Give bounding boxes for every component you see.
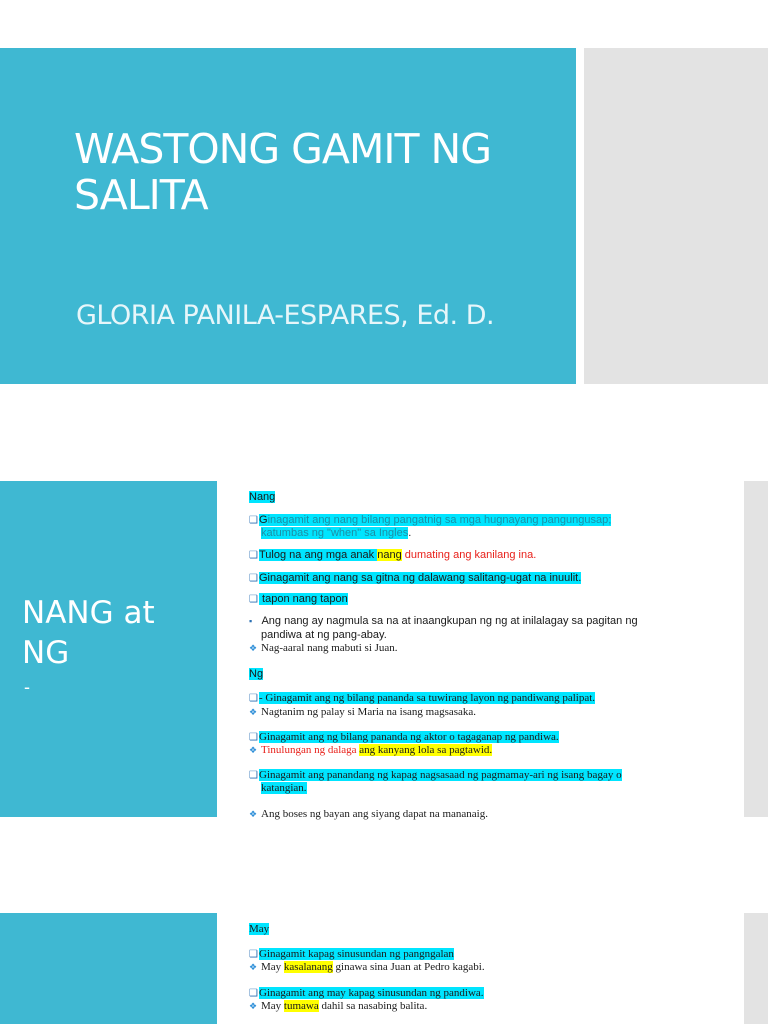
slide-title-dash: - — [24, 677, 30, 697]
list-item: ❑Ginagamit ang may kapag sinusundan ng pandiwa. — [249, 987, 484, 999]
list-item: ❑Ginagamit ang ng bilang pananda ng aktor o tagaganap ng pandiwa. — [249, 731, 559, 743]
diamond-bullet-icon: ❖ — [249, 962, 258, 972]
checkbox-bullet-icon: ❑ — [249, 770, 258, 781]
side-panel — [744, 913, 768, 1024]
ng-heading: Ng — [249, 668, 264, 680]
presentation-title: WASTONG GAMIT NG SALITA — [74, 125, 491, 219]
square-bullet-icon: ▪ — [249, 616, 253, 626]
checkbox-bullet-icon: ❑ — [249, 573, 258, 584]
slide-title: NANG at NG — [22, 595, 155, 671]
diamond-bullet-icon: ❖ — [249, 1001, 258, 1011]
list-item-continuation: pandiwa at ng pang-abay. — [261, 629, 387, 641]
checkbox-bullet-icon: ❑ — [249, 515, 258, 526]
slide-title-panel — [0, 913, 217, 1024]
side-panel — [744, 481, 768, 817]
list-item-continuation: katumbas ng "when" sa Ingles. — [261, 527, 412, 539]
list-item: ❑Ginagamit ang panandang ng kapag nagsasaad ng pagmamay-ari ng isang bagay o — [249, 769, 622, 781]
list-item: ❖ Ang boses ng bayan ang siyang dapat na mananaig. — [249, 808, 488, 820]
diamond-bullet-icon: ❖ — [249, 745, 258, 755]
diamond-bullet-icon: ❖ — [249, 809, 258, 819]
checkbox-bullet-icon: ❑ — [249, 988, 258, 999]
list-item: ❖ May kasalanang ginawa sina Juan at Pedro kagabi. — [249, 961, 485, 973]
list-item: ❖ Tinulungan ng dalaga ang kanyang lola sa pagtawid. — [249, 744, 493, 756]
list-item: ❖ Nagtanim ng palay si Maria na isang magsasaka. — [249, 706, 477, 718]
list-item: ❑Ginagamit ang nang bilang pangatnig sa mga hugnayang pangungusap; — [249, 514, 612, 526]
slide-title-panel — [0, 481, 217, 817]
slide-nang-at-ng — [0, 481, 768, 820]
checkbox-bullet-icon: ❑ — [249, 550, 258, 561]
title-panel — [0, 48, 576, 384]
side-panel — [584, 48, 768, 384]
presentation-author: GLORIA PANILA-ESPARES, Ed. D. — [76, 300, 495, 331]
list-item: ❑Ginagamit ang nang sa gitna ng dalawang salitang-ugat na inuulit. — [249, 572, 582, 584]
list-item: ❑- Ginagamit ang ng bilang pananda sa tuwirang layon ng pandiwang palipat. — [249, 692, 596, 704]
diamond-bullet-icon: ❖ — [249, 707, 258, 717]
checkbox-bullet-icon: ❑ — [249, 949, 258, 960]
slide-title — [0, 48, 768, 384]
list-item: ❑Ginagamit kapag sinusundan ng pangngalan — [249, 948, 454, 960]
list-item: ❖ May tumawa dahil sa nasabing balita. — [249, 1000, 428, 1012]
checkbox-bullet-icon: ❑ — [249, 732, 258, 743]
diamond-bullet-icon: ❖ — [249, 643, 258, 653]
list-item: ❑ tapon nang tapon — [249, 593, 348, 605]
list-item: ❖ Nag-aaral nang mabuti si Juan. — [249, 642, 398, 654]
slide-may — [0, 913, 768, 1024]
nang-heading: Nang — [249, 491, 276, 503]
list-item: ❑Tulog na ang mga anak nang dumating ang kanilang ina. — [249, 549, 537, 561]
may-heading: May — [249, 923, 270, 935]
checkbox-bullet-icon: ❑ — [249, 693, 258, 704]
list-item-continuation: katangian. — [261, 782, 307, 794]
list-item: ▪ Ang nang ay nagmula sa na at inaangkupan ng ng at inilalagay sa pagitan ng — [249, 615, 638, 627]
checkbox-bullet-icon: ❑ — [249, 594, 258, 605]
